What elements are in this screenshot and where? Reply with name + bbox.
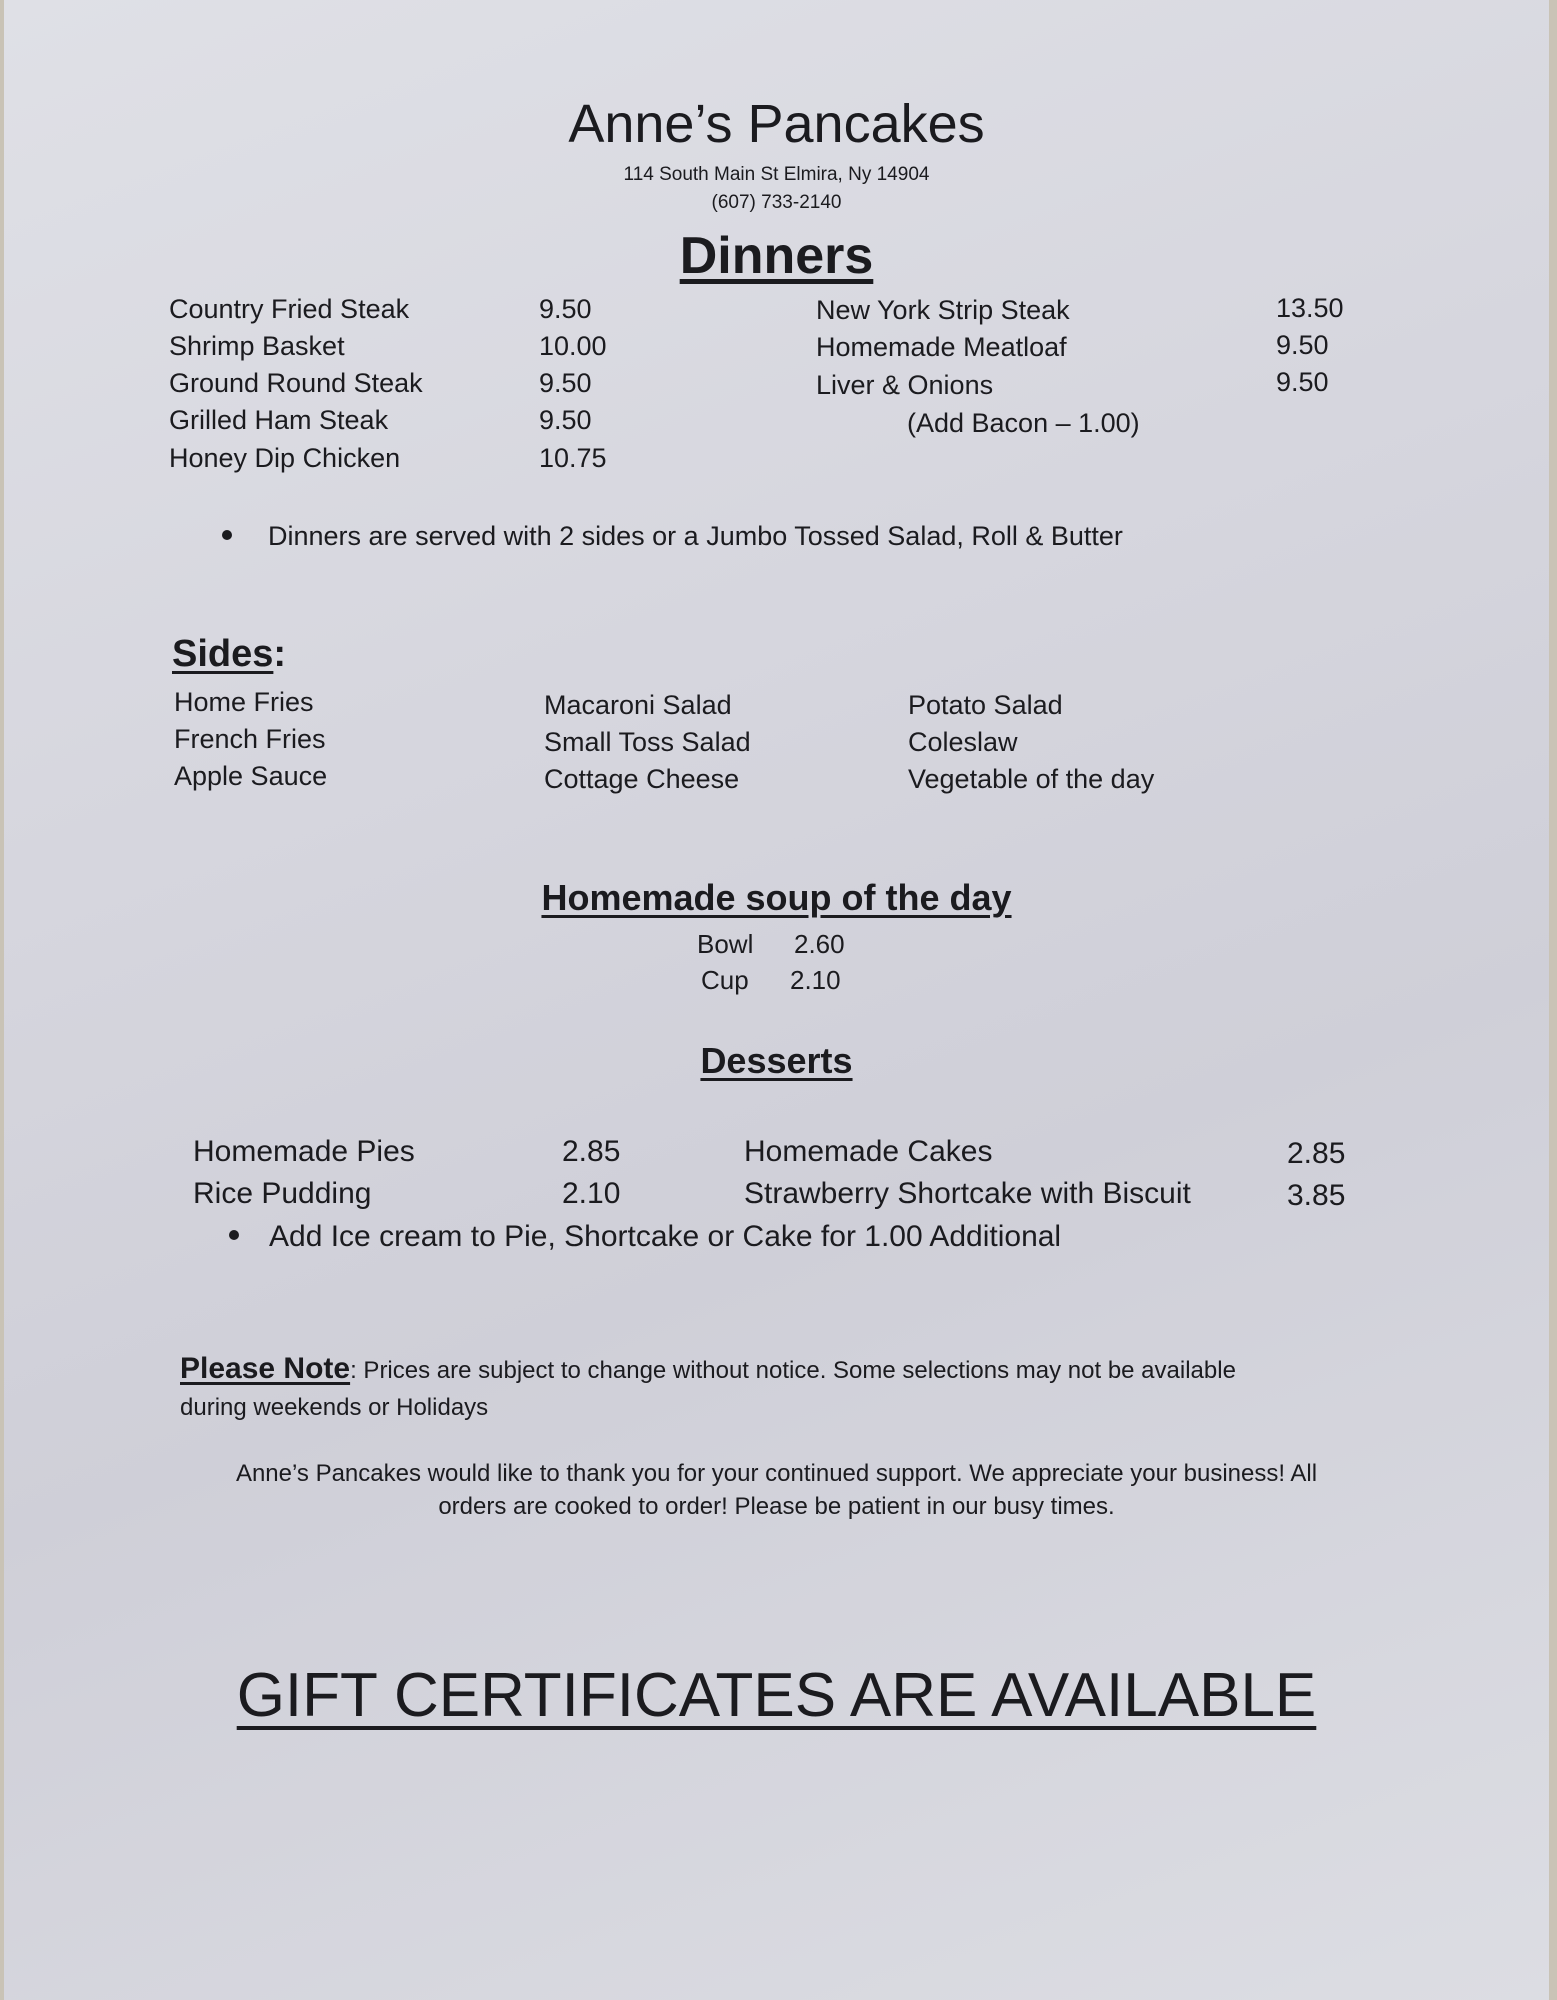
side-item: Potato Salad: [908, 690, 1063, 720]
dinner-item-name: Shrimp Basket: [169, 331, 345, 361]
dinner-item-price: 9.50: [539, 368, 592, 398]
gift-certificates-banner: [4, 1660, 1549, 1731]
dinners-note-text: Dinners are served with 2 sides or a Jumbo Tossed Salad, Roll & Butter: [268, 521, 1123, 551]
soup-item-price: 2.60: [794, 929, 845, 959]
dinner-item-price: 10.75: [539, 443, 607, 473]
dinner-item-name: Grilled Ham Steak: [169, 405, 389, 435]
desserts-note-text: Add Ice cream to Pie, Shortcake or Cake for 1.00 Additional: [269, 1220, 1062, 1253]
side-item: Macaroni Salad: [544, 690, 732, 720]
side-item: Small Toss Salad: [544, 727, 751, 757]
soup-heading: Homemade soup of the day: [541, 877, 1012, 918]
dinner-item-name: Homemade Meatloaf: [816, 332, 1067, 362]
bullet-icon: [229, 1230, 239, 1240]
thanks-line1: Anne’s Pancakes would like to thank you for your continued support. We appreciate your business! All: [235, 1460, 1318, 1487]
dessert-item-name: Homemade Pies: [193, 1135, 415, 1168]
soup-item-name: Bowl: [697, 929, 754, 959]
dessert-item-name: Strawberry Shortcake with Biscuit: [744, 1177, 1191, 1210]
desserts-heading: Desserts: [700, 1040, 853, 1081]
side-item: Apple Sauce: [174, 761, 328, 791]
sides-heading-colon: :: [273, 633, 287, 675]
dessert-item-price: 3.85: [1287, 1179, 1346, 1212]
bullet-icon: [222, 530, 232, 540]
dinner-item-price: 9.50: [1276, 367, 1329, 397]
desserts-note: [229, 1220, 1061, 1254]
bacon-addon: (Add Bacon – 1.00): [907, 408, 1140, 438]
restaurant-name: Anne’s Pancakes: [568, 94, 985, 154]
side-item: French Fries: [174, 724, 326, 754]
dinner-item-price: 13.50: [1276, 293, 1344, 323]
please-note-label: Please Note: [180, 1352, 351, 1385]
gift-certificates-text: GIFT CERTIFICATES ARE AVAILABLE: [236, 1661, 1317, 1730]
dessert-item-price: 2.10: [562, 1177, 621, 1210]
dinners-heading: Dinners: [679, 227, 874, 285]
soup-item-price: 2.10: [790, 965, 841, 995]
restaurant-address: 114 South Main St Elmira, Ny 14904: [623, 164, 930, 185]
dinners-note: [222, 521, 1123, 552]
dinner-item-name: Honey Dip Chicken: [169, 443, 401, 473]
dessert-item-name: Rice Pudding: [193, 1177, 372, 1210]
side-item: Coleslaw: [908, 727, 1018, 757]
side-item: Vegetable of the day: [908, 764, 1155, 794]
side-item: Cottage Cheese: [544, 764, 740, 794]
restaurant-phone: (607) 733-2140: [711, 192, 842, 213]
dinner-item-name: New York Strip Steak: [816, 295, 1070, 325]
please-note-line1: : Prices are subject to change without notice. Some selections may not be available: [350, 1357, 1236, 1384]
dessert-item-price: 2.85: [562, 1135, 621, 1168]
dessert-item-name: Homemade Cakes: [744, 1135, 993, 1168]
dinner-item-name: Country Fried Steak: [169, 294, 410, 324]
side-item: Home Fries: [174, 687, 314, 717]
thanks-line2: orders are cooked to order! Please be patient in our busy times.: [438, 1493, 1115, 1520]
soup-item-name: Cup: [701, 965, 749, 995]
please-note: [180, 1352, 1236, 1386]
sides-heading: [172, 633, 286, 676]
dinner-item-price: 9.50: [1276, 330, 1329, 360]
dinner-item-price: 10.00: [539, 331, 607, 361]
please-note-line2: during weekends or Holidays: [180, 1394, 489, 1421]
dinner-item-name: Liver & Onions: [816, 370, 994, 400]
sides-heading-text: Sides: [172, 633, 274, 675]
menu-page: [4, 0, 1549, 2000]
dinner-item-price: 9.50: [539, 294, 592, 324]
dessert-item-price: 2.85: [1287, 1137, 1346, 1170]
dinner-item-price: 9.50: [539, 405, 592, 435]
dinner-item-name: Ground Round Steak: [169, 368, 423, 398]
